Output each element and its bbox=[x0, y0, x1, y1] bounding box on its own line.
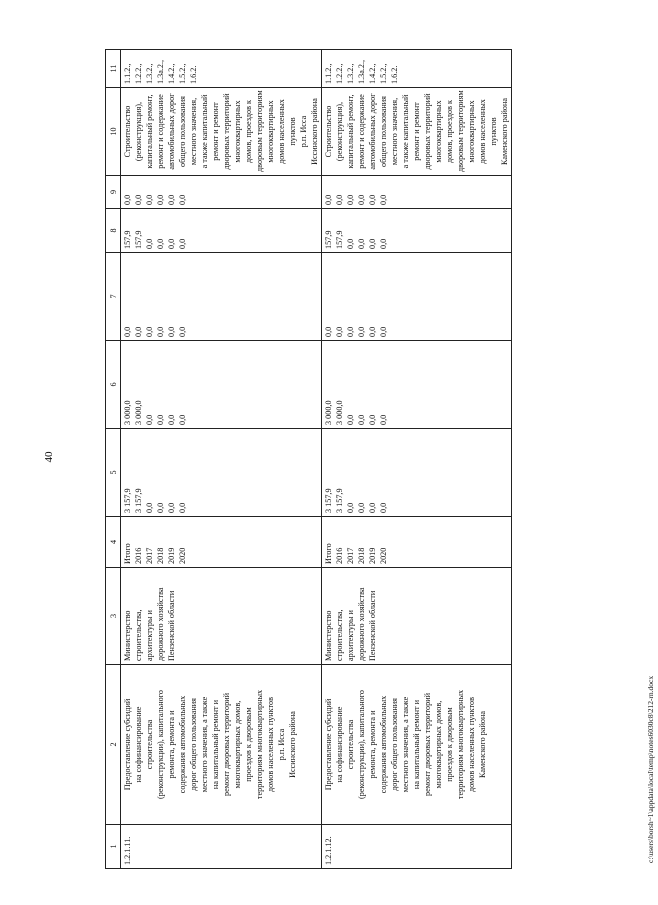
funding-col7-line: 0,0 bbox=[122, 326, 132, 337]
column-number: 5 bbox=[105, 428, 120, 516]
expected-result-line: ремонт и содержание bbox=[155, 93, 165, 169]
indicator-links-line: 1.4.2., bbox=[367, 63, 377, 84]
funding-col8-line: 0,0 bbox=[345, 238, 355, 249]
activity-name-line: местного значения, а также bbox=[199, 696, 209, 792]
funding-total-line: 0,0 bbox=[378, 502, 388, 513]
expected-result-line: дворовым территориям bbox=[455, 89, 465, 172]
expected-result-line: автомобильных дорог bbox=[367, 92, 377, 170]
funding-col9-line: 0,0 bbox=[334, 194, 344, 205]
funding-col8-line: 157,9 bbox=[334, 230, 344, 249]
expected-result-line: (реконструкция), bbox=[334, 101, 344, 161]
expected-result-line: многоквартирных bbox=[433, 99, 443, 163]
funding-col8-line: 157,9 bbox=[323, 230, 333, 249]
funding-col6-line: 3 000,0 bbox=[334, 399, 344, 425]
indicator-links-line: 1.6.2. bbox=[389, 65, 399, 84]
executor-line: строительства, bbox=[334, 608, 344, 661]
activity-name-line: проездов к дворовым bbox=[444, 706, 454, 782]
column-number: 11 bbox=[105, 49, 120, 87]
expected-result-line: домов, проездов к bbox=[444, 99, 454, 163]
activity-name-line: на софинансирование bbox=[334, 706, 344, 782]
indicator-links-line: 1.3а.2., bbox=[356, 59, 366, 84]
funding-col9-line: 0,0 bbox=[367, 194, 377, 205]
funding-total bbox=[120, 428, 321, 516]
funding-col7 bbox=[120, 252, 321, 340]
indicator-links-line: 1.5.2., bbox=[378, 63, 388, 84]
table-row bbox=[120, 49, 321, 868]
column-number-row bbox=[105, 49, 120, 868]
activity-name-line: Предоставление субсидий bbox=[323, 698, 333, 790]
expected-result bbox=[321, 87, 511, 175]
expected-result-line: местного значения, bbox=[188, 97, 198, 165]
activity-name-line: ремонта, ремонта и bbox=[367, 710, 377, 778]
executor bbox=[321, 567, 511, 664]
program-activities-table bbox=[105, 49, 512, 869]
years-line: 2017 bbox=[144, 547, 154, 564]
years-line: Итого bbox=[323, 542, 333, 564]
expected-result-line: домов населенных bbox=[276, 98, 286, 164]
activity-name-line: дорог общего пользования bbox=[188, 697, 198, 791]
funding-col6-line: 0,0 bbox=[356, 414, 366, 425]
funding-total-line: 0,0 bbox=[144, 502, 154, 513]
funding-col6-line: 0,0 bbox=[166, 414, 176, 425]
funding-col7-line: 0,0 bbox=[144, 326, 154, 337]
activity-name-line: ремонт дворовых территорий bbox=[221, 692, 231, 796]
expected-result-line: домов, проездов к bbox=[243, 99, 253, 163]
activity-name-line: на капитальный ремонт и bbox=[210, 699, 220, 789]
activity-name-line: содержания автомобильных bbox=[378, 695, 388, 793]
funding-col9-line: 0,0 bbox=[155, 194, 165, 205]
row-number: 1.2.1.11. bbox=[120, 824, 321, 868]
funding-col6-line: 0,0 bbox=[177, 414, 187, 425]
expected-result-line: (реконструкция), bbox=[133, 101, 143, 161]
column-number: 1 bbox=[105, 824, 120, 868]
funding-col6-line: 0,0 bbox=[144, 414, 154, 425]
funding-total-line: 3 157,9 bbox=[133, 487, 143, 513]
years-line: 2018 bbox=[155, 547, 165, 564]
funding-col8-line: 0,0 bbox=[144, 238, 154, 249]
indicator-links-line: 1.6.2. bbox=[188, 65, 198, 84]
years-line: 2016 bbox=[133, 547, 143, 564]
expected-result-line: многоквартирных bbox=[232, 99, 242, 163]
funding-col9-line: 0,0 bbox=[323, 194, 333, 205]
activity-name-line: проездов к дворовым bbox=[243, 706, 253, 782]
funding-total-line: 0,0 bbox=[166, 502, 176, 513]
funding-total-line: 0,0 bbox=[155, 502, 165, 513]
column-number: 9 bbox=[105, 175, 120, 208]
funding-total-line: 0,0 bbox=[345, 502, 355, 513]
indicator-links-line: 1.4.2., bbox=[166, 63, 176, 84]
expected-result-line: Строительство bbox=[122, 105, 132, 157]
row-number: 1.2.1.12. bbox=[321, 824, 511, 868]
indicator-links-line: 1.2.2., bbox=[133, 63, 143, 84]
activity-name-line: (реконструкции), капитального bbox=[155, 689, 165, 799]
expected-result-line: автомобильных дорог bbox=[166, 92, 176, 170]
column-number: 2 bbox=[105, 664, 120, 824]
funding-col8-line: 0,0 bbox=[166, 238, 176, 249]
rotated-table-container bbox=[105, 50, 560, 869]
funding-col6-line: 0,0 bbox=[378, 414, 388, 425]
indicator-links-line: 1.3.2., bbox=[345, 63, 355, 84]
funding-total-line: 3 157,9 bbox=[323, 487, 333, 513]
funding-total-line: 0,0 bbox=[177, 502, 187, 513]
years-line: 2016 bbox=[334, 547, 344, 564]
years-line: 2020 bbox=[378, 547, 388, 564]
funding-col6-line: 3 000,0 bbox=[133, 399, 143, 425]
expected-result-line: многоквартирных bbox=[265, 99, 275, 163]
activity-name-line: территориям многоквартирных bbox=[455, 689, 465, 799]
funding-col7-line: 0,0 bbox=[345, 326, 355, 337]
funding-col8-line: 0,0 bbox=[356, 238, 366, 249]
expected-result bbox=[120, 87, 321, 175]
column-number: 6 bbox=[105, 340, 120, 428]
indicator-links-line: 1.5.2., bbox=[177, 63, 187, 84]
funding-col7-line: 0,0 bbox=[133, 326, 143, 337]
expected-result-line: общего пользования bbox=[378, 95, 388, 167]
executor-line: архитектуры и bbox=[144, 609, 154, 661]
years bbox=[321, 516, 511, 567]
funding-col6 bbox=[321, 340, 511, 428]
funding-col8-line: 157,9 bbox=[133, 230, 143, 249]
executor-line: строительства, bbox=[133, 608, 143, 661]
indicator-links bbox=[120, 49, 321, 87]
funding-col7-line: 0,0 bbox=[334, 326, 344, 337]
funding-col8 bbox=[321, 208, 511, 252]
activity-name-line: многоквартирных домов, bbox=[232, 700, 242, 788]
funding-col9-line: 0,0 bbox=[177, 194, 187, 205]
activity-name bbox=[321, 664, 511, 824]
activity-name-line: на софинансирование bbox=[133, 706, 143, 782]
funding-col8-line: 0,0 bbox=[378, 238, 388, 249]
page-number: 40 bbox=[43, 451, 55, 463]
funding-col7-line: 0,0 bbox=[155, 326, 165, 337]
indicator-links-line: 1.1.2., bbox=[323, 63, 333, 84]
funding-col9 bbox=[120, 175, 321, 208]
activity-name-line: Иссинского района bbox=[287, 710, 297, 778]
executor-line: архитектуры и bbox=[345, 609, 355, 661]
funding-col9-line: 0,0 bbox=[356, 194, 366, 205]
funding-col6-line: 0,0 bbox=[155, 414, 165, 425]
funding-col9-line: 0,0 bbox=[378, 194, 388, 205]
executor-line: дорожного хозяйства bbox=[356, 586, 366, 661]
activity-name-line: (реконструкции), капитального bbox=[356, 689, 366, 799]
activity-name-line: местного значения, а также bbox=[400, 696, 410, 792]
indicator-links bbox=[321, 49, 511, 87]
funding-col9-line: 0,0 bbox=[345, 194, 355, 205]
activity-name-line: строительства bbox=[144, 719, 154, 769]
years-line: 2020 bbox=[177, 547, 187, 564]
indicator-links-line: 1.3а.2., bbox=[155, 59, 165, 84]
expected-result-line: ремонт и ремонт bbox=[210, 101, 220, 161]
funding-total-line: 0,0 bbox=[356, 502, 366, 513]
indicator-links-line: 1.2.2., bbox=[334, 63, 344, 84]
funding-col9-line: 0,0 bbox=[144, 194, 154, 205]
indicator-links-line: 1.3.2., bbox=[144, 63, 154, 84]
funding-total-line: 0,0 bbox=[367, 502, 377, 513]
expected-result-line: местного значения, bbox=[389, 97, 399, 165]
funding-col7-line: 0,0 bbox=[177, 326, 187, 337]
funding-col9-line: 0,0 bbox=[122, 194, 132, 205]
years-line: Итого bbox=[122, 542, 132, 564]
expected-result-line: капитальный ремонт, bbox=[345, 93, 355, 169]
activity-name-line: Каменского района bbox=[477, 710, 487, 778]
years-line: 2018 bbox=[356, 547, 366, 564]
activity-name-line: домов населенных пунктов bbox=[265, 696, 275, 792]
executor-line: дорожного хозяйства bbox=[155, 586, 165, 661]
expected-result-line: ремонт и ремонт bbox=[411, 101, 421, 161]
executor bbox=[120, 567, 321, 664]
expected-result-line: а также капитальный bbox=[400, 94, 410, 168]
column-number: 10 bbox=[105, 87, 120, 175]
funding-col8-line: 0,0 bbox=[155, 238, 165, 249]
funding-total bbox=[321, 428, 511, 516]
executor-line: Министерство bbox=[122, 610, 132, 661]
years-line: 2017 bbox=[345, 547, 355, 564]
table-body bbox=[105, 49, 511, 868]
footer-file-path: c:\users\borsh~1\appdata\local\temp\notes6030c8\212-rn.docx bbox=[646, 675, 655, 863]
expected-result-line: дворовым территориям bbox=[254, 89, 264, 172]
expected-result-line: пунктов bbox=[287, 116, 297, 146]
funding-total-line: 3 157,9 bbox=[334, 487, 344, 513]
expected-result-line: Иссинского района bbox=[309, 97, 319, 165]
column-number: 7 bbox=[105, 252, 120, 340]
activity-name-line: домов населенных пунктов bbox=[466, 696, 476, 792]
funding-col8-line: 0,0 bbox=[367, 238, 377, 249]
activity-name-line: ремонта, ремонта и bbox=[166, 710, 176, 778]
funding-col7 bbox=[321, 252, 511, 340]
funding-col6-line: 3 000,0 bbox=[122, 399, 132, 425]
expected-result-line: капитальный ремонт, bbox=[144, 93, 154, 169]
expected-result-line: ремонт и содержание bbox=[356, 93, 366, 169]
executor-line: Пензенской области bbox=[166, 590, 176, 661]
expected-result-line: многоквартирных bbox=[466, 99, 476, 163]
indicator-links-line: 1.1.2., bbox=[122, 63, 132, 84]
funding-col9-line: 0,0 bbox=[133, 194, 143, 205]
activity-name-line: ремонт дворовых территорий bbox=[422, 692, 432, 796]
activity-name-line: на капитальный ремонт и bbox=[411, 699, 421, 789]
executor-line: Министерство bbox=[323, 610, 333, 661]
funding-col8 bbox=[120, 208, 321, 252]
activity-name-line: дорог общего пользования bbox=[389, 697, 399, 791]
activity-name-line: Предоставление субсидий bbox=[122, 698, 132, 790]
funding-col6-line: 0,0 bbox=[367, 414, 377, 425]
expected-result-line: Строительство bbox=[323, 105, 333, 157]
column-number: 8 bbox=[105, 208, 120, 252]
expected-result-line: домов населенных bbox=[477, 98, 487, 164]
expected-result-line: общего пользования bbox=[177, 95, 187, 167]
expected-result-line: Каменского района bbox=[499, 97, 509, 165]
years bbox=[120, 516, 321, 567]
years-line: 2019 bbox=[166, 547, 176, 564]
years-line: 2019 bbox=[367, 547, 377, 564]
executor-line: Пензенской области bbox=[367, 590, 377, 661]
expected-result-line: дворовых территорий bbox=[422, 93, 432, 169]
funding-col9-line: 0,0 bbox=[166, 194, 176, 205]
funding-col8-line: 0,0 bbox=[177, 238, 187, 249]
expected-result-line: р.п. Исса bbox=[298, 115, 308, 147]
funding-col8-line: 157,9 bbox=[122, 230, 132, 249]
expected-result-line: пунктов bbox=[488, 116, 498, 146]
funding-col7-line: 0,0 bbox=[356, 326, 366, 337]
funding-col6 bbox=[120, 340, 321, 428]
column-number: 3 bbox=[105, 567, 120, 664]
expected-result-line: а также капитальный bbox=[199, 94, 209, 168]
funding-col7-line: 0,0 bbox=[367, 326, 377, 337]
activity-name-line: многоквартирных домов, bbox=[433, 700, 443, 788]
activity-name bbox=[120, 664, 321, 824]
expected-result-line: дворовых территорий bbox=[221, 93, 231, 169]
funding-col6-line: 3 000,0 bbox=[323, 399, 333, 425]
funding-col7-line: 0,0 bbox=[166, 326, 176, 337]
table-row bbox=[321, 49, 511, 868]
activity-name-line: территориям многоквартирных bbox=[254, 689, 264, 799]
funding-col7-line: 0,0 bbox=[323, 326, 333, 337]
column-number: 4 bbox=[105, 516, 120, 567]
activity-name-line: содержания автомобильных bbox=[177, 695, 187, 793]
funding-col6-line: 0,0 bbox=[345, 414, 355, 425]
funding-col9 bbox=[321, 175, 511, 208]
activity-name-line: р.п. Исса bbox=[276, 728, 286, 760]
funding-col7-line: 0,0 bbox=[378, 326, 388, 337]
funding-total-line: 3 157,9 bbox=[122, 487, 132, 513]
activity-name-line: строительства bbox=[345, 719, 355, 769]
